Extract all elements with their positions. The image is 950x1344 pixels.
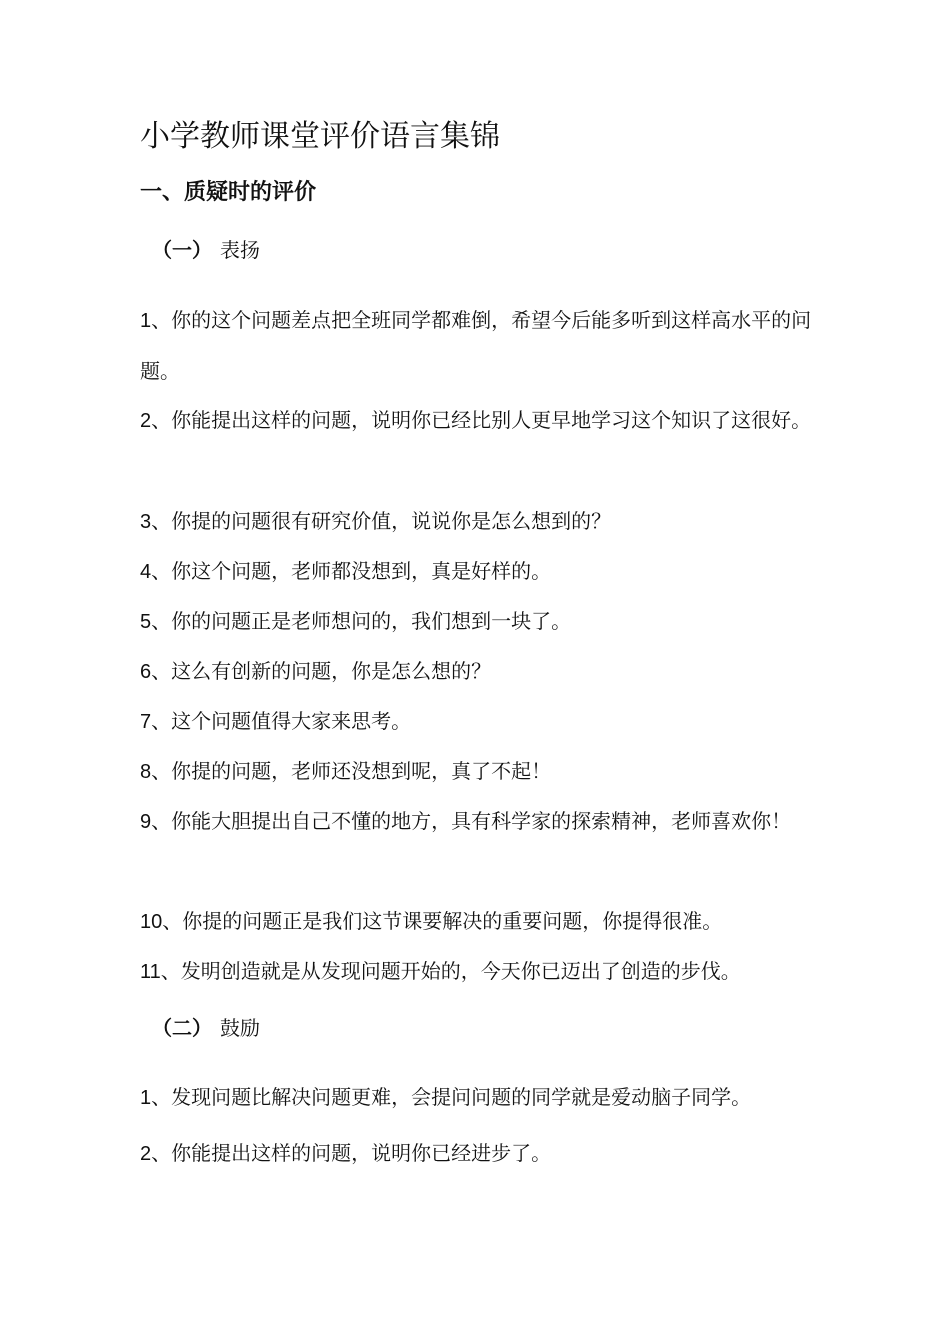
item-text: 这个问题值得大家来思考。: [171, 709, 412, 733]
subsection-label: （一）: [152, 238, 212, 262]
item-text: 你能大胆提出自己不懂的地方，具有科学家的探索精神，老师喜欢你！: [171, 809, 792, 833]
list-item: [140, 596, 820, 647]
item-number: 2、: [140, 1143, 172, 1165]
subsection-label: （二）: [152, 1016, 212, 1040]
subsection-name: 表扬: [220, 238, 260, 262]
item-number: 11、: [140, 961, 181, 983]
subsection-heading-praise: [152, 233, 260, 267]
item-number: 8、: [140, 761, 172, 783]
item-text: 你这个问题，老师都没想到，真是好样的。: [171, 559, 552, 583]
list-item: [140, 746, 820, 797]
list-item: [140, 1128, 820, 1179]
list-item: [140, 896, 820, 947]
item-text: 你能提出这样的问题，说明你已经进步了。: [171, 1141, 552, 1165]
item-number: 1、: [140, 1087, 172, 1109]
list-item: [140, 395, 820, 446]
item-number: 10、: [140, 911, 183, 933]
item-text: 你的问题正是老师想问的，我们想到一块了。: [171, 609, 572, 633]
list-item: [140, 496, 820, 547]
item-text: 你提的问题正是我们这节课要解决的重要问题，你提得很准。: [182, 909, 723, 933]
item-text: 发明创造就是从发现问题开始的，今天你已迈出了创造的步伐。: [180, 959, 741, 983]
item-text: 你能提出这样的问题，说明你已经比别人更早地学习这个知识了这很好。: [171, 408, 812, 432]
item-text: 这么有创新的问题，你是怎么想的？: [171, 659, 492, 683]
item-text: 发现问题比解决问题更难，会提问问题的同学就是爱动脑子同学。: [171, 1085, 752, 1109]
list-item: [140, 946, 840, 997]
item-number: 7、: [140, 711, 172, 733]
item-text: 你的这个问题差点把全班同学都难倒，希望今后能多听到这样高水平的问题。: [140, 308, 812, 383]
item-text: 你提的问题，老师还没想到呢，真了不起！: [171, 759, 552, 783]
item-number: 2、: [140, 410, 172, 432]
item-number: 4、: [140, 561, 172, 583]
list-item: [140, 1072, 840, 1123]
list-item: [140, 696, 820, 747]
item-text: 你提的问题很有研究价值，说说你是怎么想到的？: [171, 509, 612, 533]
document-title: 小学教师课堂评价语言集锦: [140, 119, 500, 154]
item-number: 5、: [140, 611, 172, 633]
list-item: [140, 295, 820, 396]
subsection-heading-encourage: [152, 1011, 260, 1045]
subsection-name: 鼓励: [220, 1016, 260, 1040]
list-item: [140, 546, 820, 597]
item-number: 1、: [140, 310, 172, 332]
item-number: 6、: [140, 661, 172, 683]
list-item: [140, 646, 820, 697]
list-item: [140, 796, 820, 847]
item-number: 9、: [140, 811, 172, 833]
section-heading: 一、质疑时的评价: [140, 180, 317, 205]
item-number: 3、: [140, 511, 172, 533]
